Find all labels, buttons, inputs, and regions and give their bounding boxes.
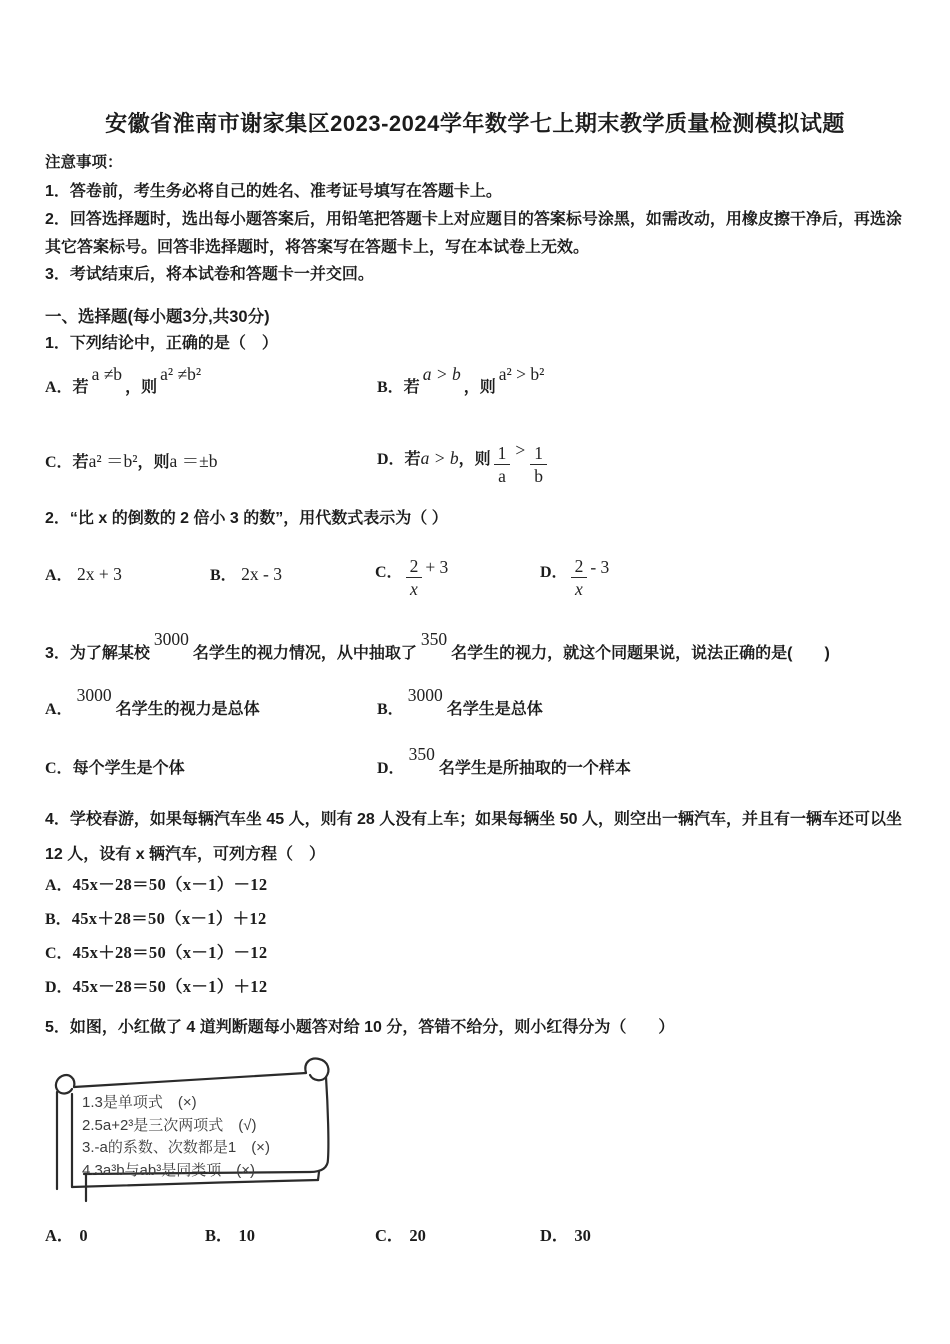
- option-value: 0: [79, 1226, 88, 1245]
- q5-option-c: [375, 1222, 426, 1246]
- notice-item-2: 2．回答选择题时，选出每小题答案后，用铅笔把答题卡上对应题目的答案标号涂黑，如需改动，用橡皮擦干净后，再选涂其它答案标号。回答非选择题时，将答案写在答题卡上，写在本试卷上无效。: [45, 211, 902, 256]
- option-label: B．: [210, 567, 237, 584]
- scroll-text: [82, 1092, 270, 1182]
- exam-title: 安徽省淮南市谢家集区2023-2024学年数学七上期末教学质量检测模拟试题: [105, 111, 845, 136]
- option-label: C．: [375, 564, 403, 582]
- option-label: B．: [45, 911, 72, 928]
- option-label: B．若: [377, 379, 420, 396]
- math-expr: a > b: [422, 364, 461, 384]
- fraction: [530, 443, 547, 486]
- option-value: 30: [574, 1226, 591, 1245]
- option-text: 每个学生是个体: [72, 760, 185, 777]
- option-text: ，则: [458, 451, 491, 468]
- scroll-bottom-right-tick: [318, 1172, 319, 1180]
- option-value: 20: [409, 1226, 426, 1245]
- option-text: ，则: [137, 454, 170, 471]
- fraction: [571, 556, 588, 599]
- option-label: A．: [45, 701, 73, 718]
- math-expr: a > b: [420, 448, 459, 468]
- raised-number: 350: [408, 744, 435, 764]
- math-expr: 45x－28＝50（x－1）＋12: [72, 977, 268, 996]
- q1-option-c: [45, 448, 217, 473]
- option-label: B．: [377, 701, 404, 718]
- fraction: [406, 556, 423, 599]
- option-label: D．: [377, 760, 405, 777]
- relation-sign: >: [515, 440, 526, 460]
- q5-option-b: [205, 1222, 255, 1246]
- q5-option-a: [45, 1222, 88, 1246]
- scroll-top-edge: [74, 1073, 306, 1087]
- option-text: ，则: [125, 379, 158, 396]
- q4-option-d: [45, 973, 267, 997]
- math-expr: a² ≠b²: [160, 364, 202, 384]
- math-expr: - 3: [590, 557, 610, 578]
- option-label: D．: [540, 1226, 569, 1245]
- math-expr: 45x＋28＝50（x－1）－12: [72, 943, 268, 962]
- scroll-left-curl: [56, 1075, 74, 1093]
- scroll-figure: [30, 1056, 360, 1206]
- raised-number: 3000: [153, 629, 189, 649]
- q5-option-d: [540, 1222, 591, 1246]
- option-text: ，则: [463, 379, 496, 396]
- q3-option-d: [377, 744, 631, 778]
- option-label: A．: [45, 1226, 74, 1245]
- math-expr: 45x－28＝50（x－1）－12: [72, 875, 268, 894]
- option-label: C．: [375, 1226, 404, 1245]
- option-label: C．若: [45, 454, 89, 471]
- q4-option-b: [45, 905, 267, 929]
- fraction-denominator: x: [410, 579, 418, 600]
- option-label: B．: [205, 1226, 233, 1245]
- fraction-denominator: a: [498, 465, 506, 486]
- fraction-numerator: 1: [530, 443, 547, 465]
- q2-option-a: [45, 562, 122, 585]
- option-label: A．: [45, 877, 73, 894]
- option-value: 10: [238, 1226, 256, 1245]
- question-text: 3．为了解某校: [45, 645, 150, 662]
- option-label: C．: [45, 760, 73, 777]
- raised-number: 3000: [76, 685, 112, 705]
- q1-option-a: [45, 364, 204, 397]
- option-text: 名学生是所抽取的一个样本: [438, 760, 631, 777]
- math-expr: a² ＝b²: [88, 451, 138, 471]
- option-label: C．: [45, 945, 73, 962]
- q2-option-d: [540, 556, 610, 600]
- fraction-numerator: 2: [571, 556, 588, 578]
- q2-option-b: [210, 562, 282, 585]
- math-expr: a ≠b: [91, 364, 123, 384]
- math-expr: + 3: [425, 557, 449, 578]
- math-expr: 2x - 3: [241, 564, 282, 584]
- q2-option-c: [375, 556, 449, 600]
- question-1-text: 1．下列结论中，正确的是（ ）: [45, 335, 278, 352]
- math-expr: a ＝±b: [169, 451, 218, 471]
- q3-option-b: [377, 685, 543, 719]
- scroll-line-3: 3.-a的系数、次数都是1 (×): [82, 1139, 270, 1156]
- notice-heading: 注意事项：: [45, 154, 123, 171]
- fraction-numerator: 1: [494, 443, 511, 465]
- q4-option-a: [45, 871, 267, 895]
- math-expr: 45x＋28＝50（x－1）＋12: [71, 909, 267, 928]
- option-label: A．: [45, 567, 73, 584]
- q3-option-a: [45, 685, 260, 719]
- raised-number: 350: [420, 629, 448, 649]
- q1-option-d: [377, 440, 550, 486]
- option-label: D．: [45, 979, 73, 996]
- fraction-denominator: x: [575, 579, 583, 600]
- notice-item-3: 3．考试结束后，将本试卷和答题卡一并交回。: [45, 266, 374, 283]
- option-label: D．若: [377, 451, 421, 468]
- option-text: 名学生是总体: [446, 701, 543, 718]
- option-text: 名学生的视力是总体: [115, 701, 260, 718]
- option-label: D．: [540, 564, 568, 582]
- q4-option-c: [45, 939, 267, 963]
- q1-option-b: [377, 364, 547, 397]
- question-text: 名学生的视力，就这个同题果说，说法正确的是( ): [451, 645, 830, 662]
- raised-number: 3000: [407, 685, 443, 705]
- question-text: 名学生的视力情况，从中抽取了: [192, 645, 417, 662]
- math-expr: 2x + 3: [77, 564, 122, 584]
- notice-item-1: 1．答卷前，考生务必将自己的姓名、准考证号填写在答题卡上。: [45, 183, 502, 200]
- section-heading: 一、选择题(每小题3分,共30分): [45, 308, 270, 326]
- question-5-text: 5．如图，小红做了 4 道判断题每小题答对给 10 分，答错不给分，则小红得分为（ ）: [45, 1019, 675, 1036]
- fraction-denominator: b: [534, 465, 544, 486]
- math-expr: a² > b²: [498, 364, 545, 384]
- scroll-line-2: 2.5a+2³是三次两项式 (√): [82, 1116, 257, 1134]
- question-3-text: [45, 629, 830, 663]
- scroll-line-1: 1.3是单项式 (×): [82, 1094, 197, 1111]
- question-2-text: 2．“比 x 的倒数的 2 倍小 3 的数”，用代数式表示为（ ）: [45, 510, 448, 527]
- question-4-text: 4．学校春游，如果每辆汽车坐 45 人，则有 28 人没有上车；如果每辆坐 50 人，则空出一辆汽车，并且有一辆车还可以坐 12 人，设有 x 辆汽车，可列方程（ ）: [45, 811, 902, 863]
- fraction: [494, 443, 511, 486]
- scroll-line-4: 4.3a³b与ab³是同类项 (×): [82, 1161, 255, 1179]
- option-label: A．若: [45, 379, 89, 396]
- q3-option-c: [45, 755, 185, 778]
- fraction-numerator: 2: [406, 556, 423, 578]
